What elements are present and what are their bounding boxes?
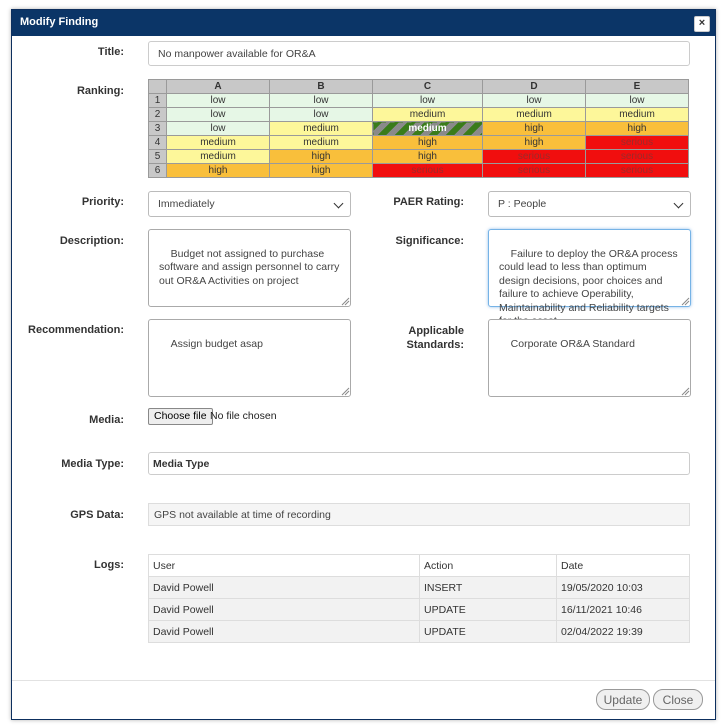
ranking-col-c: C [373, 80, 483, 94]
standards-label-line2: Standards: [406, 339, 464, 351]
ranking-cell-d1[interactable]: low [483, 94, 586, 108]
ranking-col-e: E [586, 80, 689, 94]
ranking-row-number: 4 [149, 136, 167, 150]
significance-label: Significance: [395, 235, 464, 247]
recommendation-text: Assign budget asap [170, 337, 263, 350]
table-row [149, 621, 690, 643]
ranking-cell-b5[interactable]: high [270, 150, 373, 164]
log-date: 19/05/2020 10:03 [557, 577, 690, 599]
standards-label-line1: Applicable [408, 325, 464, 337]
ranking-row-number: 2 [149, 108, 167, 122]
ranking-cell-b6[interactable]: high [270, 164, 373, 178]
resize-handle-icon[interactable] [342, 298, 349, 305]
ranking-cell-b3[interactable]: medium [270, 122, 373, 136]
ranking-cell-e5[interactable]: serious [586, 150, 689, 164]
paer-value: P : People [498, 198, 547, 210]
ranking-cell-e6[interactable]: serious [586, 164, 689, 178]
logs-table [148, 554, 690, 643]
log-user: David Powell [149, 621, 420, 643]
logs-header-action: Action [420, 555, 557, 577]
priority-select[interactable] [148, 191, 351, 217]
ranking-row [149, 122, 689, 136]
choose-file-button[interactable]: Choose file [148, 408, 213, 425]
resize-handle-icon[interactable] [342, 388, 349, 395]
chevron-down-icon [674, 199, 684, 209]
standards-textarea[interactable] [488, 319, 691, 397]
log-user: David Powell [149, 599, 420, 621]
ranking-col-a: A [167, 80, 270, 94]
ranking-cell-d4[interactable]: high [483, 136, 586, 150]
ranking-cell-b1[interactable]: low [270, 94, 373, 108]
media-label: Media: [89, 414, 124, 426]
ranking-matrix [148, 79, 689, 178]
recommendation-label: Recommendation: [28, 324, 124, 336]
ranking-cell-a2[interactable]: low [167, 108, 270, 122]
significance-text: Failure to deploy the OR&A process could lead to less than optimum design decisions, poor choices and failure to achieve Operability, Maintainability and Reliability targets [499, 247, 678, 314]
logs-label: Logs: [94, 559, 124, 571]
gps-label: GPS Data: [70, 509, 124, 521]
modify-finding-dialog [11, 9, 716, 720]
paer-label: PAER Rating: [393, 196, 464, 208]
log-date: 02/04/2022 19:39 [557, 621, 690, 643]
title-label: Title: [97, 46, 124, 58]
log-date: 16/11/2021 10:46 [557, 599, 690, 621]
ranking-cell-a6[interactable]: high [167, 164, 270, 178]
ranking-cell-a5[interactable]: medium [167, 150, 270, 164]
footer-divider [12, 680, 715, 681]
significance-textarea[interactable] [488, 229, 691, 314]
ranking-cell-d5[interactable]: serious [483, 150, 586, 164]
resize-handle-icon[interactable] [682, 388, 689, 395]
priority-value: Immediately [158, 198, 215, 210]
ranking-row [149, 136, 689, 150]
paer-rating-select[interactable] [488, 191, 691, 217]
standards-text: Corporate OR&A Standard [510, 337, 635, 350]
gps-value: GPS not available at time of recording [148, 503, 690, 526]
ranking-cell-b4[interactable]: medium [270, 136, 373, 150]
ranking-cell-c2[interactable]: medium [373, 108, 483, 122]
logs-header-user: User [149, 555, 420, 577]
ranking-cell-c6[interactable]: serious [373, 164, 483, 178]
ranking-cell-e3[interactable]: high [586, 122, 689, 136]
priority-label: Priority: [81, 196, 124, 208]
ranking-cell-e1[interactable]: low [586, 94, 689, 108]
ranking-cell-c3[interactable]: medium [373, 122, 483, 136]
ranking-row [149, 150, 689, 164]
ranking-row [149, 108, 689, 122]
ranking-row-number: 5 [149, 150, 167, 164]
ranking-cell-a4[interactable]: medium [167, 136, 270, 150]
ranking-row-number: 6 [149, 164, 167, 178]
ranking-cell-d2[interactable]: medium [483, 108, 586, 122]
ranking-row [149, 94, 689, 108]
ranking-row-number: 1 [149, 94, 167, 108]
update-button[interactable]: Update [596, 689, 650, 710]
close-button[interactable]: Close [653, 689, 703, 710]
ranking-cell-c4[interactable]: high [373, 136, 483, 150]
recommendation-textarea[interactable] [148, 319, 351, 397]
ranking-cell-d6[interactable]: serious [483, 164, 586, 178]
chevron-down-icon [334, 199, 344, 209]
standards-label [372, 324, 464, 352]
ranking-header-row [149, 80, 689, 94]
ranking-cell-c5[interactable]: high [373, 150, 483, 164]
close-icon[interactable]: × [694, 16, 710, 32]
ranking-cell-c1[interactable]: low [373, 94, 483, 108]
description-label: Description: [59, 235, 124, 247]
media-type-label: Media Type: [61, 458, 124, 470]
logs-header-date: Date [557, 555, 690, 577]
ranking-corner [149, 80, 167, 94]
dialog-title: Modify Finding [20, 16, 99, 28]
log-user: David Powell [149, 577, 420, 599]
ranking-row-number: 3 [149, 122, 167, 136]
log-action: UPDATE [420, 599, 557, 621]
ranking-cell-d3[interactable]: high [483, 122, 586, 136]
title-input[interactable]: No manpower available for OR&A [148, 41, 690, 66]
ranking-cell-e2[interactable]: medium [586, 108, 689, 122]
media-type-input[interactable]: Media Type [148, 452, 690, 475]
ranking-col-b: B [270, 80, 373, 94]
ranking-cell-e4[interactable]: serious [586, 136, 689, 150]
table-row [149, 577, 690, 599]
ranking-label: Ranking: [76, 85, 124, 97]
resize-handle-icon[interactable] [682, 298, 689, 305]
description-text: Budget not assigned to purchase software and assign personnel to carry out OR&A Activities on project [159, 247, 343, 287]
file-status-text: No file chosen [210, 410, 277, 422]
log-action: INSERT [420, 577, 557, 599]
ranking-row [149, 164, 689, 178]
dialog-titlebar[interactable] [12, 10, 715, 36]
ranking-cell-a1[interactable]: low [167, 94, 270, 108]
ranking-cell-b2[interactable]: low [270, 108, 373, 122]
log-action: UPDATE [420, 621, 557, 643]
ranking-col-d: D [483, 80, 586, 94]
description-textarea[interactable] [148, 229, 351, 307]
ranking-cell-a3[interactable]: low [167, 122, 270, 136]
logs-header-row [149, 555, 690, 577]
table-row [149, 599, 690, 621]
